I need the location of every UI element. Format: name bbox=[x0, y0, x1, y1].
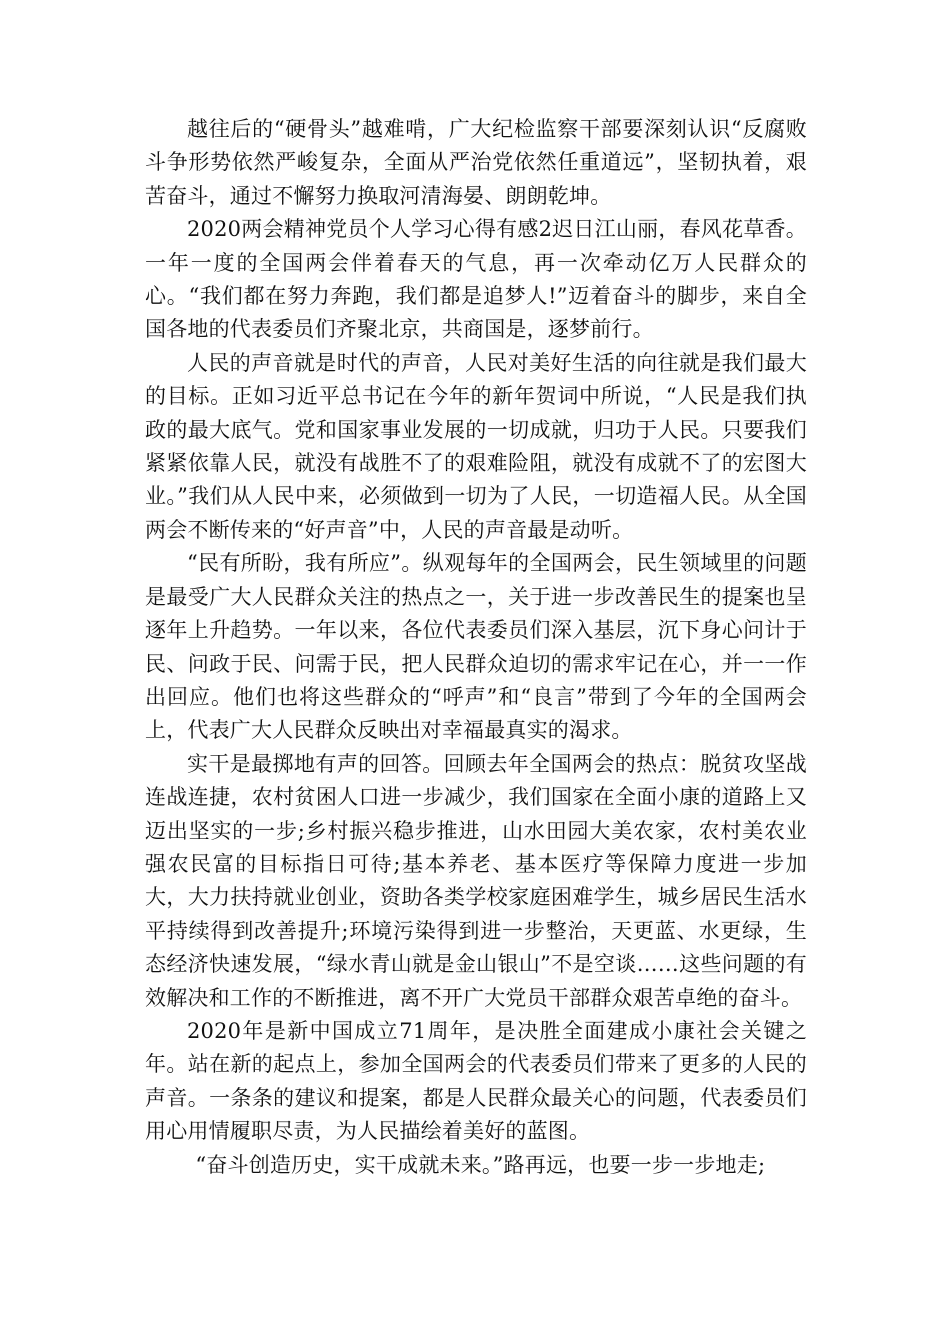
paragraph-7: “奋斗创造历史，实干成就未来。”路再远，也要一步一步地走; bbox=[195, 1152, 766, 1177]
paragraph-4: “民有所盼，我有所应”。纵观每年的全国两会，民生领域里的问题是最受广大人民群众关注的热点之一，关于进一步改善民生的提案也呈逐年上升趋势。一年以来，各位代表委员们深入基层，沉下身心问计于民、问政于民、问需于民，把人民群众迫切的需求牢记在心，并一一作出回应。他们也将这些群众的“呼声”和“良言”带到了今年的全国两会上，代表广大人民群众反映出对幸福最真实的渴求。 bbox=[145, 551, 807, 743]
paragraph-6: 2020年是新中国成立71周年，是决胜全面建成小康社会关键之年。站在新的起点上，参加全国两会的代表委员们带来了更多的人民的声音。一条条的建议和提案，都是人民群众最关心的问题，代表委员们用心用情履职尽责，为人民描绘着美好的蓝图。 bbox=[145, 1018, 807, 1144]
paragraph-1: 越往后的“硬骨头”越难啃，广大纪检监察干部要深刻认识“反腐败斗争形势依然严峻复杂，全面从严治党依然任重道远”，坚韧执着，艰苦奋斗，通过不懈努力换取河清海晏、朗朗乾坤。 bbox=[145, 117, 807, 208]
article-body bbox=[145, 113, 807, 1182]
paragraph-5: 实干是最掷地有声的回答。回顾去年全国两会的热点：脱贫攻坚战连战连捷，农村贫困人口进一步减少，我们国家在全面小康的道路上又迈出坚实的一步;乡村振兴稳步推进，山水田园大美农家，农村美农业强农民富的目标指日可待;基本养老、基本医疗等保障力度进一步加大，大力扶持就业创业，资助各类学校家庭困难学生，城乡居民生活水平持续得到改善提升;环境污染得到进一步整治，天更蓝、水更绿，生态经济快速发展，“绿水青山就是金山银山”不是空谈……这些问题的有效解决和工作的不断推进，离不开广大党员干部群众艰苦卓绝的奋斗。 bbox=[145, 751, 807, 1010]
paragraph-3: 人民的声音就是时代的声音，人民对美好生活的向往就是我们最大的目标。正如习近平总书记在今年的新年贺词中所说，“人民是我们执政的最大底气。党和国家事业发展的一切成就，归功于人民。只要我们紧紧依靠人民，就没有战胜不了的艰难险阻，就没有成就不了的宏图大业。”我们从人民中来，必须做到一切为了人民，一切造福人民。从全国两会不断传来的“好声音”中，人民的声音最是动听。 bbox=[145, 350, 807, 542]
paragraph-2: 2020两会精神党员个人学习心得有感2迟日江山丽，春风花草香。一年一度的全国两会伴着春天的气息，再一次牵动亿万人民群众的心。“我们都在努力奔跑，我们都是追梦人!”迈着奋斗的脚步，来自全国各地的代表委员们齐聚北京，共商国是，逐梦前行。 bbox=[145, 217, 807, 342]
